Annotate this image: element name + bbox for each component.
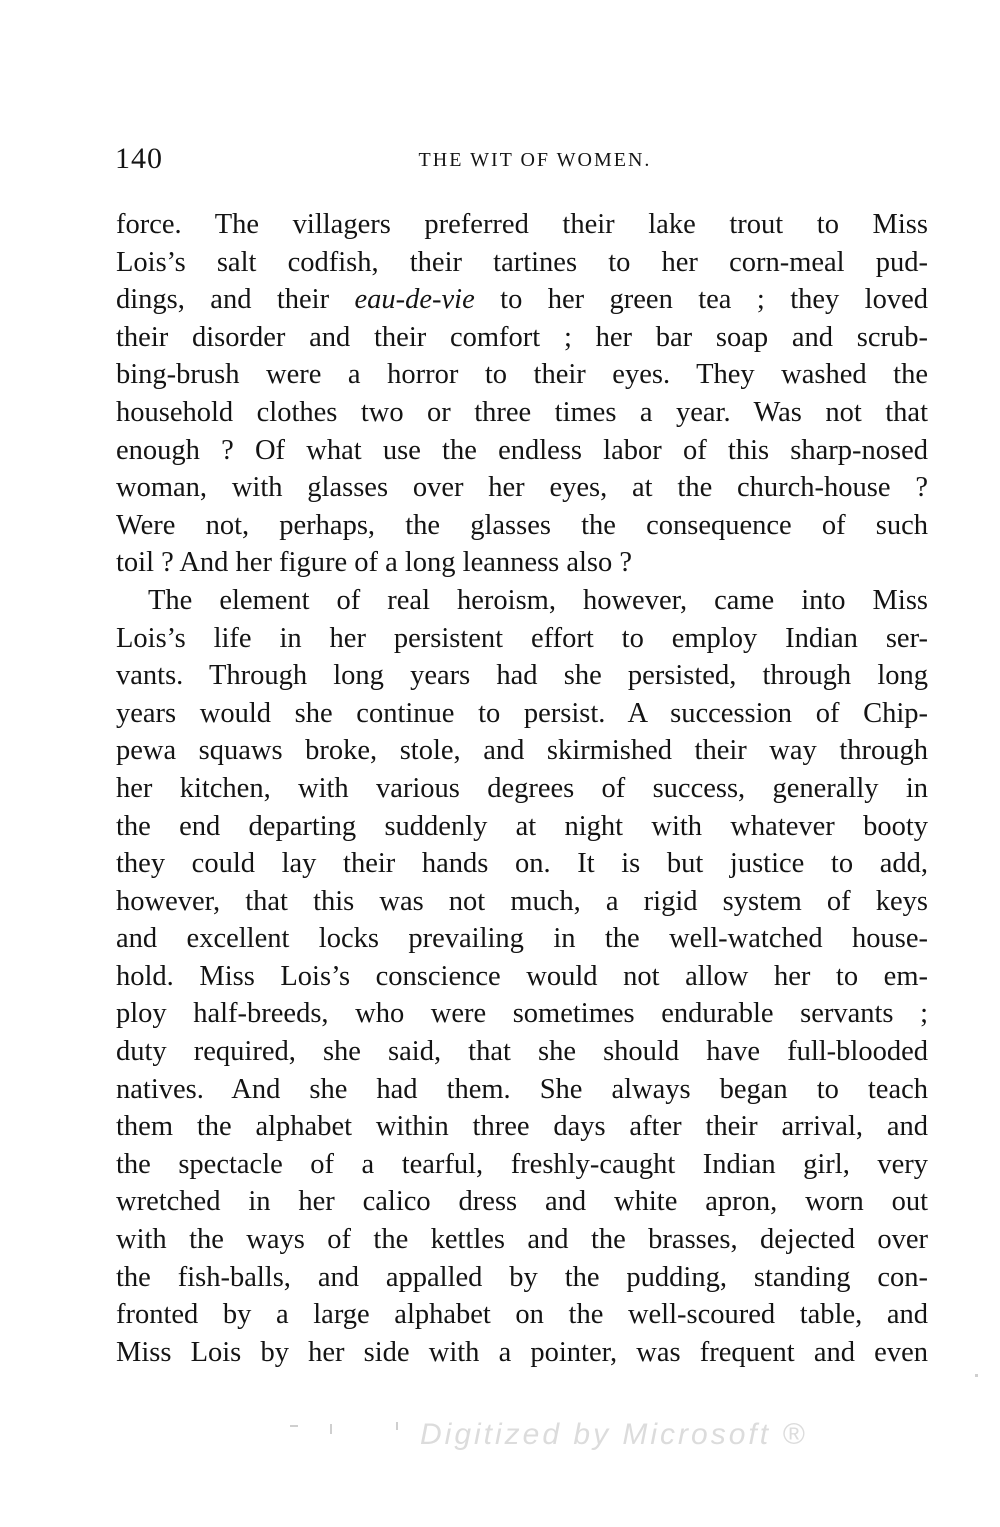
text-line: her kitchen, with various degrees of success, generally in [116, 772, 928, 804]
text-line: however, that this was not much, a rigid system of keys [116, 885, 928, 917]
text-line: Lois’s life in her persistent effort to employ Indian ser- [116, 622, 928, 654]
text-line: ploy half-breeds, who were sometimes endurable servants ; [116, 998, 928, 1030]
text-line: Lois’s salt codfish, their tartines to her corn-meal pud- [116, 246, 928, 278]
text-line: vants. Through long years had she persisted, through long [116, 660, 928, 692]
digitization-watermark: Digitized by Microsoft ® [420, 1418, 808, 1451]
text-line: the fish-balls, and appalled by the pudding, standing con- [116, 1261, 928, 1293]
text-line: and excellent locks prevailing in the well-watched house- [116, 923, 928, 955]
body-text [116, 206, 928, 1371]
italic-phrase: eau-de-vie [354, 284, 475, 316]
line-segment: dings, and their [116, 284, 355, 316]
line-segment: to her green tea ; they loved [474, 284, 928, 316]
text-line: hold. Miss Lois’s conscience would not allow her to em- [116, 960, 928, 992]
page-number: 140 [115, 142, 163, 175]
text-line: the spectacle of a tearful, freshly-caught Indian girl, very [116, 1148, 928, 1180]
text-line: bing-brush were a horror to their eyes. They washed the [116, 359, 928, 391]
text-line: Miss Lois by her side with a pointer, was frequent and even [116, 1336, 928, 1368]
text-line: years would she continue to persist. A succession of Chip- [116, 697, 928, 729]
text-line [116, 281, 928, 319]
scan-speck [396, 1422, 398, 1430]
text-line: the end departing suddenly at night with whatever booty [116, 810, 928, 842]
text-line: pewa squaws broke, stole, and skirmished their way through [116, 735, 928, 767]
text-line: with the ways of the kettles and the brasses, dejected over [116, 1224, 928, 1256]
running-head [115, 142, 927, 176]
text-line-paragraph-start: The element of real heroism, however, came into Miss [148, 584, 928, 616]
text-line: they could lay their hands on. It is but justice to add, [116, 848, 928, 880]
text-line: woman, with glasses over her eyes, at the church-house ? [116, 472, 928, 504]
text-line: enough ? Of what use the endless labor of this sharp-nosed [116, 434, 928, 466]
scan-speck [330, 1424, 332, 1434]
text-line: duty required, she said, that she should have full-blooded [116, 1036, 928, 1068]
text-line: natives. And she had them. She always began to teach [116, 1073, 928, 1105]
text-line: toil ? And her figure of a long leanness also ? [116, 547, 633, 579]
text-line: force. The villagers preferred their lake trout to Miss [116, 209, 928, 240]
text-line: Were not, perhaps, the glasses the consequence of such [116, 509, 928, 541]
scan-speck [975, 1374, 978, 1377]
text-line: household clothes two or three times a year. Was not that [116, 396, 928, 428]
running-title: THE WIT OF WOMEN. [418, 149, 652, 171]
text-line: them the alphabet within three days after their arrival, and [116, 1111, 928, 1143]
scan-speck [290, 1425, 298, 1427]
text-line: their disorder and their comfort ; her bar soap and scrub- [116, 321, 928, 353]
text-line: wretched in her calico dress and white apron, worn out [116, 1186, 928, 1218]
text-line: fronted by a large alphabet on the well-scoured table, and [116, 1299, 928, 1331]
